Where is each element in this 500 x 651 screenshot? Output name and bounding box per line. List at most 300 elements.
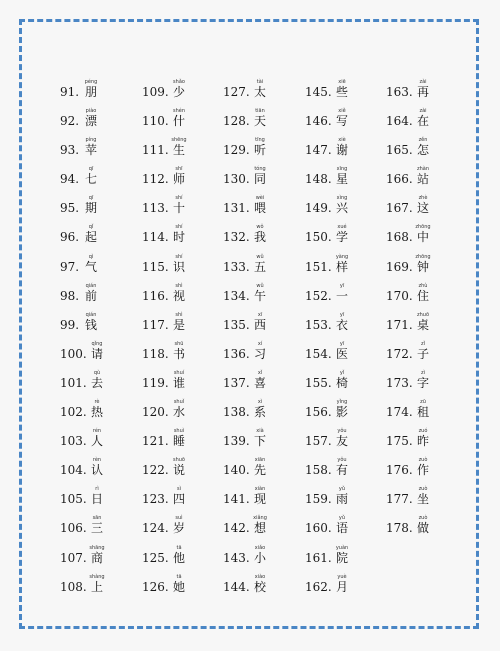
character-with-pinyin	[169, 79, 189, 99]
vocab-entry	[142, 486, 224, 515]
character-with-pinyin	[413, 224, 433, 244]
pinyin-label: xiǎo	[254, 544, 266, 551]
entry-number: 92.	[60, 114, 80, 129]
entry-number: 143.	[223, 550, 250, 565]
hanzi-character: 中	[416, 230, 429, 245]
vocab-entry	[60, 515, 142, 544]
entry-number: 122.	[142, 463, 169, 478]
hanzi-character: 想	[253, 521, 266, 536]
hanzi-character: 喜	[253, 375, 266, 390]
character-with-pinyin	[250, 254, 270, 274]
vocab-entry	[305, 515, 387, 544]
entry-number: 114.	[142, 230, 169, 245]
vocab-entry	[60, 545, 142, 574]
vocab-entry	[142, 166, 224, 195]
hanzi-character: 谢	[335, 143, 348, 158]
vocab-entry	[60, 428, 142, 457]
hanzi-character: 桌	[416, 317, 429, 332]
hanzi-character: 人	[90, 434, 103, 449]
hanzi-character: 些	[335, 85, 348, 99]
pinyin-label: yǐng	[336, 399, 348, 406]
pinyin-label: yǐ	[339, 369, 345, 376]
entry-number: 97.	[60, 259, 80, 274]
character-with-pinyin	[332, 283, 352, 303]
pinyin-label: tóng	[254, 166, 266, 173]
hanzi-character: 生	[172, 143, 185, 158]
vocab-entry	[386, 254, 468, 283]
entry-number: 149.	[305, 201, 332, 216]
character-with-pinyin	[250, 195, 270, 215]
hanzi-character: 说	[172, 463, 185, 478]
vocab-entry	[60, 137, 142, 166]
character-with-pinyin	[332, 312, 352, 332]
vocab-entry	[386, 195, 468, 224]
hanzi-character: 兴	[335, 201, 348, 216]
vocab-column-1	[60, 79, 142, 603]
hanzi-character: 现	[253, 492, 266, 507]
entry-number: 106.	[60, 521, 87, 536]
vocab-entry	[60, 486, 142, 515]
entry-number: 156.	[305, 405, 332, 420]
character-with-pinyin	[413, 341, 433, 361]
character-with-pinyin	[250, 166, 270, 186]
vocab-entry	[223, 137, 305, 166]
entry-number: 168.	[386, 230, 413, 245]
pinyin-label: shí	[175, 253, 183, 260]
hanzi-character: 椅	[335, 375, 348, 390]
hanzi-character: 这	[416, 201, 429, 216]
character-with-pinyin	[87, 428, 107, 448]
pinyin-label: shuì	[173, 428, 185, 435]
entry-number: 124.	[142, 521, 169, 536]
entry-number: 142.	[223, 521, 250, 536]
pinyin-label: zuò	[418, 515, 428, 522]
hanzi-character: 师	[172, 172, 185, 187]
pinyin-label: wèi	[255, 195, 265, 202]
hanzi-character: 四	[172, 492, 185, 507]
hanzi-character: 他	[172, 550, 185, 565]
hanzi-character: 岁	[172, 521, 185, 536]
vocab-entry	[386, 79, 468, 108]
hanzi-character: 视	[172, 288, 185, 303]
entry-number: 101.	[60, 375, 87, 390]
entry-number: 130.	[223, 172, 250, 187]
pinyin-label: zuó	[418, 428, 428, 435]
hanzi-character: 谁	[172, 375, 185, 390]
hanzi-character: 请	[90, 346, 103, 361]
entry-number: 93.	[60, 143, 80, 158]
pinyin-label: qì	[88, 253, 94, 260]
hanzi-character: 天	[253, 114, 266, 129]
character-with-pinyin	[250, 312, 270, 332]
character-with-pinyin	[413, 166, 433, 186]
pinyin-label: xiào	[254, 573, 266, 580]
vocab-entry	[142, 195, 224, 224]
character-with-pinyin	[87, 574, 107, 594]
vocab-entry	[305, 224, 387, 253]
vocab-entry	[305, 486, 387, 515]
hanzi-character: 她	[172, 579, 185, 594]
character-with-pinyin	[169, 428, 189, 448]
hanzi-character: 日	[90, 492, 103, 507]
entry-number: 103.	[60, 434, 87, 449]
entry-number: 105.	[60, 492, 87, 507]
vocab-entry	[223, 428, 305, 457]
pinyin-label: yuàn	[335, 544, 349, 551]
character-with-pinyin	[413, 370, 433, 390]
hanzi-character: 三	[90, 521, 103, 536]
entry-number: 174.	[386, 405, 413, 420]
character-with-pinyin	[332, 341, 352, 361]
entry-number: 118.	[142, 346, 169, 361]
vocab-entry	[386, 457, 468, 486]
entry-number: 119.	[142, 375, 169, 390]
pinyin-label: xí	[257, 340, 263, 347]
hanzi-character: 睡	[172, 434, 185, 449]
character-with-pinyin	[169, 166, 189, 186]
entry-number: 150.	[305, 230, 332, 245]
vocab-entry	[142, 283, 224, 312]
character-with-pinyin	[169, 224, 189, 244]
vocab-entry	[305, 166, 387, 195]
pinyin-label: shuǐ	[173, 399, 185, 406]
hanzi-character: 起	[84, 230, 97, 245]
vocab-entry	[223, 108, 305, 137]
hanzi-character: 系	[253, 405, 266, 420]
pinyin-label: wǔ	[256, 282, 264, 289]
vocab-entry	[142, 545, 224, 574]
pinyin-label: xiē	[338, 79, 346, 85]
pinyin-label: shì	[175, 282, 183, 289]
vocab-entry	[305, 574, 387, 603]
character-with-pinyin	[332, 224, 352, 244]
hanzi-character: 昨	[416, 434, 429, 449]
character-with-pinyin	[250, 428, 270, 448]
vocab-entry	[305, 283, 387, 312]
vocab-entry	[305, 108, 387, 137]
hanzi-character: 钟	[416, 259, 429, 274]
hanzi-character: 认	[90, 463, 103, 478]
hanzi-character: 坐	[416, 492, 429, 507]
hanzi-character: 商	[90, 550, 103, 565]
hanzi-character: 站	[416, 172, 429, 187]
entry-number: 107.	[60, 550, 87, 565]
pinyin-label: tài	[256, 79, 264, 85]
pinyin-label: suì	[175, 515, 183, 522]
vocab-entry	[305, 457, 387, 486]
vocab-entry	[142, 341, 224, 370]
pinyin-label: qián	[85, 282, 97, 289]
character-with-pinyin	[413, 254, 433, 274]
vocab-entry	[305, 399, 387, 428]
entry-number: 151.	[305, 259, 332, 274]
hanzi-character: 样	[335, 259, 348, 274]
entry-number: 154.	[305, 346, 332, 361]
hanzi-character: 上	[90, 579, 103, 594]
entry-number: 146.	[305, 114, 332, 129]
character-with-pinyin	[81, 283, 101, 303]
hanzi-character: 热	[90, 405, 103, 420]
entry-number: 135.	[223, 317, 250, 332]
entry-number: 132.	[223, 230, 250, 245]
character-with-pinyin	[413, 486, 433, 506]
entry-number: 102.	[60, 405, 87, 420]
hanzi-character: 听	[253, 143, 266, 158]
pinyin-label: zhù	[418, 282, 428, 289]
hanzi-character: 我	[253, 230, 266, 245]
vocab-entry	[305, 312, 387, 341]
character-with-pinyin	[250, 545, 270, 565]
pinyin-label: shuí	[173, 369, 185, 376]
hanzi-character: 午	[253, 288, 266, 303]
entry-number: 127.	[223, 85, 250, 99]
character-with-pinyin	[169, 283, 189, 303]
hanzi-character: 期	[84, 201, 97, 216]
entry-number: 158.	[305, 463, 332, 478]
character-with-pinyin	[250, 341, 270, 361]
character-with-pinyin	[169, 486, 189, 506]
vocab-entry	[386, 137, 468, 166]
pinyin-label: zuò	[418, 486, 428, 493]
vocab-entry	[60, 312, 142, 341]
character-with-pinyin	[169, 545, 189, 565]
entry-number: 115.	[142, 259, 169, 274]
character-with-pinyin	[81, 166, 101, 186]
hanzi-character: 月	[335, 579, 348, 594]
pinyin-label: tiān	[255, 108, 265, 115]
vocab-entry	[223, 545, 305, 574]
hanzi-character: 钱	[84, 317, 97, 332]
hanzi-character: 十	[172, 201, 185, 216]
character-with-pinyin	[332, 545, 352, 565]
character-with-pinyin	[332, 108, 352, 128]
vocab-entry	[60, 283, 142, 312]
character-with-pinyin	[250, 79, 270, 99]
hanzi-character: 写	[335, 114, 348, 129]
character-with-pinyin	[81, 137, 101, 157]
vocab-entry	[223, 254, 305, 283]
vocab-entry	[142, 457, 224, 486]
vocab-entry	[305, 79, 387, 108]
vocab-entry	[386, 486, 468, 515]
character-with-pinyin	[250, 486, 270, 506]
entry-number: 153.	[305, 317, 332, 332]
character-with-pinyin	[250, 283, 270, 303]
pinyin-label: wǔ	[256, 253, 264, 260]
entry-number: 91.	[60, 85, 80, 99]
vocab-column-5	[386, 79, 468, 545]
hanzi-character: 是	[172, 317, 185, 332]
vocab-entry	[223, 195, 305, 224]
vocab-entry	[386, 166, 468, 195]
pinyin-label: tā	[176, 573, 182, 580]
character-with-pinyin	[169, 195, 189, 215]
hanzi-character: 学	[335, 230, 348, 245]
hanzi-character: 前	[84, 288, 97, 303]
pinyin-label: xìng	[336, 195, 348, 202]
pinyin-label: zhè	[418, 195, 428, 202]
character-with-pinyin	[413, 195, 433, 215]
entry-number: 159.	[305, 492, 332, 507]
entry-number: 94.	[60, 172, 80, 187]
character-with-pinyin	[169, 515, 189, 535]
hanzi-character: 少	[172, 85, 185, 99]
hanzi-character: 怎	[416, 143, 429, 158]
character-with-pinyin	[332, 399, 352, 419]
vocab-entry	[386, 283, 468, 312]
character-with-pinyin	[250, 224, 270, 244]
entry-number: 144.	[223, 579, 250, 594]
character-with-pinyin	[87, 399, 107, 419]
character-with-pinyin	[332, 486, 352, 506]
entry-number: 166.	[386, 172, 413, 187]
character-with-pinyin	[87, 457, 107, 477]
pinyin-label: zuò	[418, 457, 428, 464]
vocab-entry	[60, 195, 142, 224]
hanzi-character: 西	[253, 317, 266, 332]
entry-number: 164.	[386, 114, 413, 129]
pinyin-label: zhàn	[416, 166, 430, 173]
hanzi-character: 苹	[84, 143, 97, 158]
vocab-entry	[223, 515, 305, 544]
character-with-pinyin	[413, 108, 433, 128]
hanzi-character: 朋	[84, 85, 97, 99]
character-with-pinyin	[250, 399, 270, 419]
entry-number: 160.	[305, 521, 332, 536]
entry-number: 162.	[305, 579, 332, 594]
character-with-pinyin	[169, 574, 189, 594]
pinyin-label: qī	[88, 166, 94, 173]
pinyin-label: qián	[85, 311, 97, 318]
pinyin-label: wǒ	[256, 224, 264, 231]
entry-number: 95.	[60, 201, 80, 216]
vocab-entry	[142, 428, 224, 457]
character-with-pinyin	[413, 428, 433, 448]
entry-number: 147.	[305, 143, 332, 158]
vocab-entry	[305, 137, 387, 166]
vocab-entry	[223, 370, 305, 399]
pinyin-label: yī	[339, 340, 345, 347]
pinyin-label: yǔ	[338, 486, 346, 493]
hanzi-character: 书	[172, 346, 185, 361]
character-with-pinyin	[250, 137, 270, 157]
character-with-pinyin	[332, 370, 352, 390]
vocab-entry	[305, 370, 387, 399]
entry-number: 110.	[142, 114, 169, 129]
character-with-pinyin	[332, 79, 352, 99]
entry-number: 123.	[142, 492, 169, 507]
character-with-pinyin	[87, 545, 107, 565]
pinyin-label: zū	[420, 399, 426, 406]
vocab-entry	[386, 515, 468, 544]
entry-number: 163.	[386, 85, 413, 99]
pinyin-label: xià	[256, 428, 264, 435]
character-with-pinyin	[87, 341, 107, 361]
pinyin-label: shǎo	[173, 79, 185, 85]
character-with-pinyin	[332, 428, 352, 448]
entry-number: 172.	[386, 346, 413, 361]
hanzi-character: 同	[253, 172, 266, 187]
character-with-pinyin	[332, 254, 352, 274]
vocab-entry	[223, 166, 305, 195]
pinyin-label: shí	[175, 195, 183, 202]
hanzi-character: 衣	[335, 317, 348, 332]
hanzi-character: 院	[335, 550, 348, 565]
character-with-pinyin	[332, 166, 352, 186]
entry-number: 140.	[223, 463, 250, 478]
vocab-entry	[223, 283, 305, 312]
vocab-entry	[386, 399, 468, 428]
entry-number: 111.	[142, 143, 169, 158]
hanzi-character: 医	[335, 346, 348, 361]
entry-number: 121.	[142, 434, 169, 449]
vocab-entry	[305, 195, 387, 224]
vocab-column-4	[305, 79, 387, 603]
pinyin-label: tīng	[255, 137, 265, 144]
entry-number: 165.	[386, 143, 413, 158]
hanzi-character: 子	[416, 346, 429, 361]
hanzi-character: 有	[335, 463, 348, 478]
entry-number: 137.	[223, 375, 250, 390]
vocab-column-3	[223, 79, 305, 603]
hanzi-character: 习	[253, 346, 266, 361]
character-with-pinyin	[81, 79, 101, 99]
vocab-entry	[305, 545, 387, 574]
pinyin-label: shàng	[89, 573, 105, 580]
vocab-entry	[223, 79, 305, 108]
entry-number: 129.	[223, 143, 250, 158]
hanzi-character: 一	[335, 288, 348, 303]
pinyin-label: tā	[176, 544, 182, 551]
vocab-entry	[223, 457, 305, 486]
vocab-entry	[223, 399, 305, 428]
pinyin-label: yǒu	[337, 428, 347, 435]
vocab-entry	[142, 224, 224, 253]
character-with-pinyin	[332, 195, 352, 215]
pinyin-label: rèn	[92, 457, 102, 464]
pinyin-label: shāng	[89, 544, 105, 551]
vocab-entry	[305, 254, 387, 283]
character-with-pinyin	[169, 370, 189, 390]
entry-number: 167.	[386, 201, 413, 216]
hanzi-character: 影	[335, 405, 348, 420]
pinyin-label: péng	[84, 79, 98, 85]
entry-number: 128.	[223, 114, 250, 129]
entry-number: 173.	[386, 375, 413, 390]
character-with-pinyin	[250, 108, 270, 128]
hanzi-character: 语	[335, 521, 348, 536]
pinyin-label: qī	[88, 195, 94, 202]
hanzi-character: 漂	[84, 114, 97, 129]
entry-number: 112.	[142, 172, 169, 187]
pinyin-label: xiě	[338, 108, 346, 115]
vocab-entry	[386, 341, 468, 370]
entry-number: 113.	[142, 201, 169, 216]
entry-number: 116.	[142, 288, 169, 303]
hanzi-character: 作	[416, 463, 429, 478]
entry-number: 99.	[60, 317, 80, 332]
hanzi-character: 识	[172, 259, 185, 274]
character-with-pinyin	[87, 486, 107, 506]
vocab-entry	[223, 486, 305, 515]
pinyin-label: zài	[419, 79, 427, 85]
pinyin-label: rè	[94, 399, 100, 406]
vocab-entry	[60, 341, 142, 370]
entry-number: 175.	[386, 434, 413, 449]
hanzi-character: 五	[253, 259, 266, 274]
character-with-pinyin	[250, 370, 270, 390]
pinyin-label: rén	[92, 428, 102, 435]
